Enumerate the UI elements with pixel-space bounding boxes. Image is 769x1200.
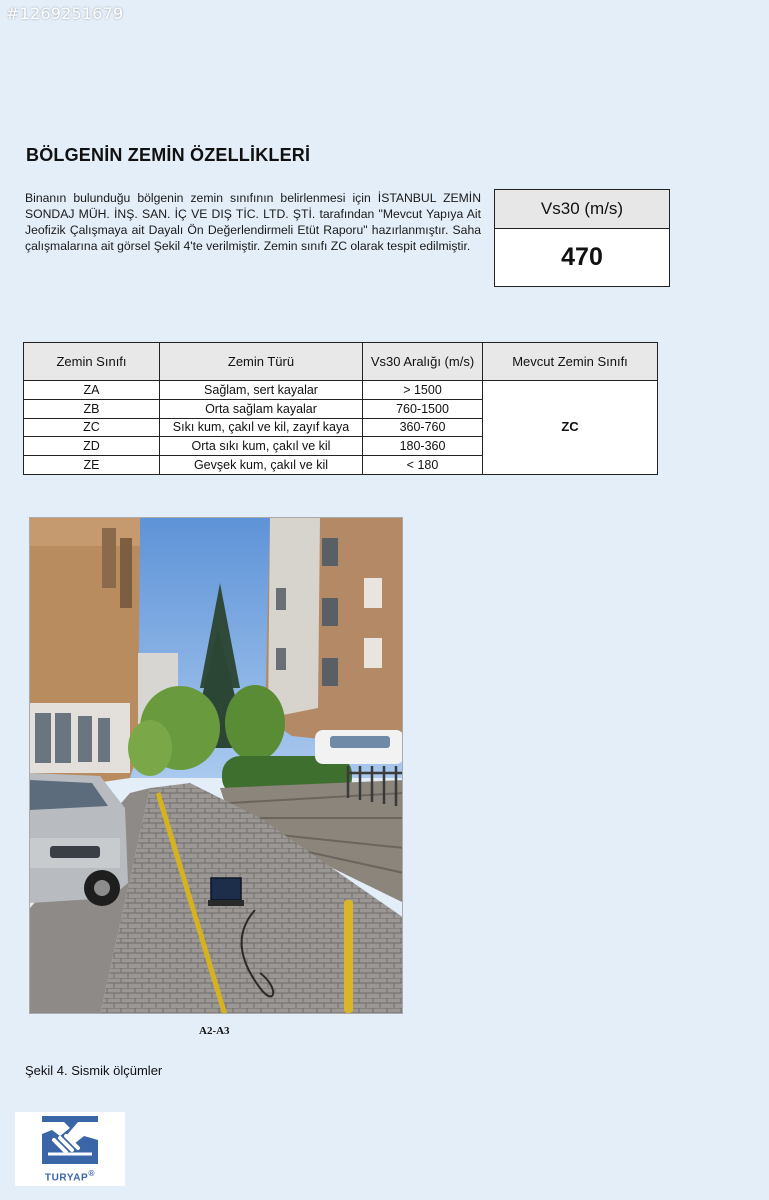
- cell-vs30-range: 180-360: [363, 437, 483, 456]
- logo-wordmark: [45, 1168, 95, 1183]
- logo-trademark: ®: [88, 1168, 96, 1179]
- cell-current-class: ZC: [483, 381, 658, 475]
- cell-soil-type: Sağlam, sert kayalar: [160, 381, 363, 400]
- cell-soil-type: Gevşek kum, çakıl ve kil: [160, 456, 363, 475]
- table-row: [24, 381, 658, 400]
- header-current-class: Mevcut Zemin Sınıfı: [483, 343, 658, 381]
- cell-vs30-range: > 1500: [363, 381, 483, 400]
- cell-soil-class: ZA: [24, 381, 160, 400]
- cell-soil-class: ZC: [24, 418, 160, 437]
- cell-soil-type: Sıkı kum, çakıl ve kil, zayıf kaya: [160, 418, 363, 437]
- vs30-value: 470: [561, 242, 603, 271]
- logo-name: TURYAP: [44, 1172, 89, 1184]
- vs30-label: Vs30 (m/s): [495, 190, 669, 229]
- vs30-summary-box: [494, 189, 670, 287]
- site-photo: [29, 517, 403, 1014]
- section-heading: BÖLGENİN ZEMİN ÖZELLİKLERİ: [26, 145, 311, 165]
- header-soil-class: Zemin Sınıfı: [24, 343, 160, 381]
- cell-vs30-range: 360-760: [363, 418, 483, 437]
- cell-soil-type: Orta sıkı kum, çakıl ve kil: [160, 437, 363, 456]
- table-header-row: [24, 343, 658, 381]
- handshake-icon: [40, 1114, 100, 1166]
- listing-id: #1269251679: [6, 4, 124, 23]
- header-soil-type: Zemin Türü: [160, 343, 363, 381]
- cell-soil-type: Orta sağlam kayalar: [160, 399, 363, 418]
- turyap-logo: [15, 1112, 125, 1186]
- cell-vs30-range: < 180: [363, 456, 483, 475]
- intro-paragraph: Binanın bulunduğu bölgenin zemin sınıfının belirlenmesi için İSTANBUL ZEMİN SONDAJ MÜH. İNŞ. SAN. İÇ VE DIŞ TİC. LTD. ŞTİ. tarafından "Mevcut Yapıya Ait Jeofizik Çalışmaya ait Dayalı Ön Değerlendirmeli Etüt Raporu" hazırlanmıştır. Saha çalışmalarına ait görsel Şekil 4'te verilmiştir. Zemin sınıfı ZC olarak tespit edilmiştir.: [25, 191, 481, 253]
- cell-soil-class: ZD: [24, 437, 160, 456]
- cell-soil-class: ZE: [24, 456, 160, 475]
- cell-vs30-range: 760-1500: [363, 399, 483, 418]
- photo-caption: A2-A3: [199, 1025, 230, 1037]
- header-vs30-range: Vs30 Aralığı (m/s): [363, 343, 483, 381]
- figure-caption: Şekil 4. Sismik ölçümler: [25, 1063, 163, 1078]
- soil-class-table: [23, 342, 658, 475]
- cell-soil-class: ZB: [24, 399, 160, 418]
